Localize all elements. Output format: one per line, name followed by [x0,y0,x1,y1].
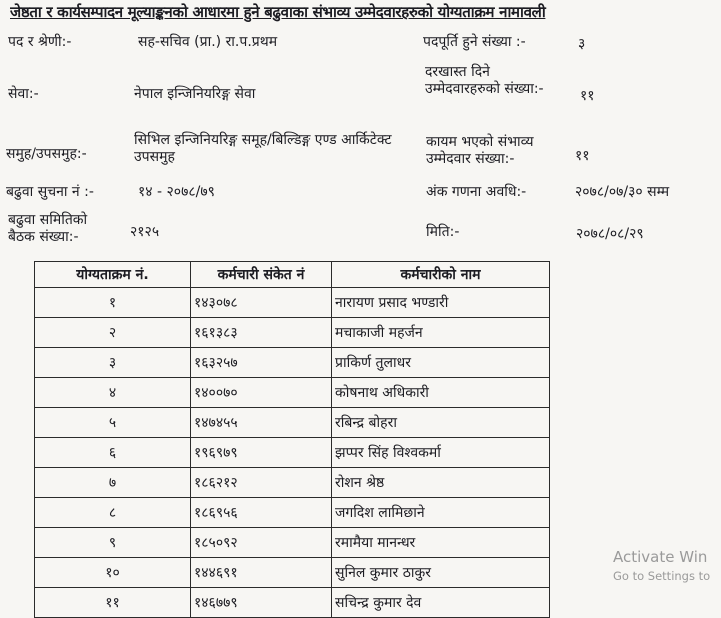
merit-list-table [34,261,550,618]
cell-employee-code: १६३२५७ [191,348,332,378]
date-value: २०७८/०८/२९ [576,226,644,242]
cell-employee-code: १६१३८३ [191,318,332,348]
cell-employee-name: रमामैया मानन्धर [332,528,550,558]
post-label: पद र श्रेणी:- [8,34,72,50]
cell-merit-no: ७ [35,468,191,498]
activation-watermark [613,548,710,583]
candidates-value: ११ [575,148,590,164]
notice-value: १४ - २०७८/७९ [138,184,215,200]
cell-employee-name: नारायण प्रसाद भण्डारी [332,288,550,318]
cell-merit-no: ६ [35,438,191,468]
applicants-value: ११ [580,88,595,104]
cell-employee-name: रबिन्द्र बोहरा [332,408,550,438]
meeting-label: बढुवा समितिको बैठक संख्या:- [8,212,88,245]
applicants-label: दरखास्त दिने उम्मेदवारहरुको संख्या:- [425,64,544,97]
cell-merit-no: ४ [35,378,191,408]
vacancy-value: ३ [578,36,586,52]
cell-employee-name: मचाकाजी महर्जन [332,318,550,348]
watermark-line-1: Activate Win [613,548,708,566]
table-row [35,528,550,558]
group-value: सिभिल इन्जिनियरिङ्ग समूह/बिल्डिङ्ग एण्ड आर्किटेक्ट उपसमुह [134,132,392,165]
header-employee-code: कर्मचारी संकेत नं [191,262,332,288]
cell-employee-name: रोशन श्रेष्ठ [332,468,550,498]
table-row [35,288,550,318]
cell-employee-name: सुनिल कुमार ठाकुर [332,558,550,588]
table-row [35,318,550,348]
cell-employee-code: १४००७० [191,378,332,408]
cell-merit-no: २ [35,318,191,348]
table-row [35,498,550,528]
header-merit-no: योग्यताक्रम नं. [35,262,191,288]
post-value: सह-सचिव (प्रा.) रा.प.प्रथम [138,34,278,50]
table-row [35,468,550,498]
header-employee-name: कर्मचारीको नाम [332,262,550,288]
cell-employee-code: १८६९५६ [191,498,332,528]
candidates-label: कायम भएको संभाव्य उम्मेदवार संख्या:- [426,134,534,167]
cell-employee-code: १४७४५५ [191,408,332,438]
cell-merit-no: ९ [35,528,191,558]
service-value: नेपाल इन्जिनियरिङ्ग सेवा [134,86,256,102]
table-row [35,438,550,468]
table-row [35,558,550,588]
cell-merit-no: ११ [35,588,191,618]
cell-merit-no: ८ [35,498,191,528]
cell-employee-code: १४३०७८ [191,288,332,318]
cell-employee-code: १४६७७९ [191,588,332,618]
cell-employee-name: जगदिश लामिछाने [332,498,550,528]
document-title: जेष्ठता र कार्यसम्पादन मूल्याङ्कनको आधारमा हुने बढुवाका संभाव्य उम्मेदवारहरुको योग्यताक्रम नामावली [10,3,546,21]
service-label: सेवा:- [8,86,39,102]
cell-employee-name: कोषनाथ अधिकारी [332,378,550,408]
cell-merit-no: ५ [35,408,191,438]
cell-merit-no: १ [35,288,191,318]
count-period-label: अंक गणना अवधि:- [426,184,527,200]
cell-employee-name: सचिन्द्र कुमार देव [332,588,550,618]
count-period-value: २०७८/०७/३० सम्म [575,184,670,200]
cell-employee-code: १४४६९१ [191,558,332,588]
table-header-row [35,262,550,288]
date-label: मिति:- [426,224,460,240]
cell-employee-name: झप्पर सिंह विश्वकर्मा [332,438,550,468]
cell-employee-code: १८६२१२ [191,468,332,498]
cell-employee-name: प्राकिर्ण तुलाधर [332,348,550,378]
table-row [35,378,550,408]
cell-employee-code: १९६९७९ [191,438,332,468]
meeting-value: २१२५ [130,224,160,240]
cell-employee-code: १८५०९२ [191,528,332,558]
watermark-line-2: Go to Settings to [613,569,711,583]
cell-merit-no: ३ [35,348,191,378]
table-row [35,588,550,618]
notice-label: बढुवा सुचना नं :- [6,184,94,200]
table-row [35,348,550,378]
group-label: समुह/उपसमुह:- [6,146,87,162]
cell-merit-no: १० [35,558,191,588]
vacancy-label: पदपूर्ति हुने संख्या :- [423,34,526,50]
table-row [35,408,550,438]
